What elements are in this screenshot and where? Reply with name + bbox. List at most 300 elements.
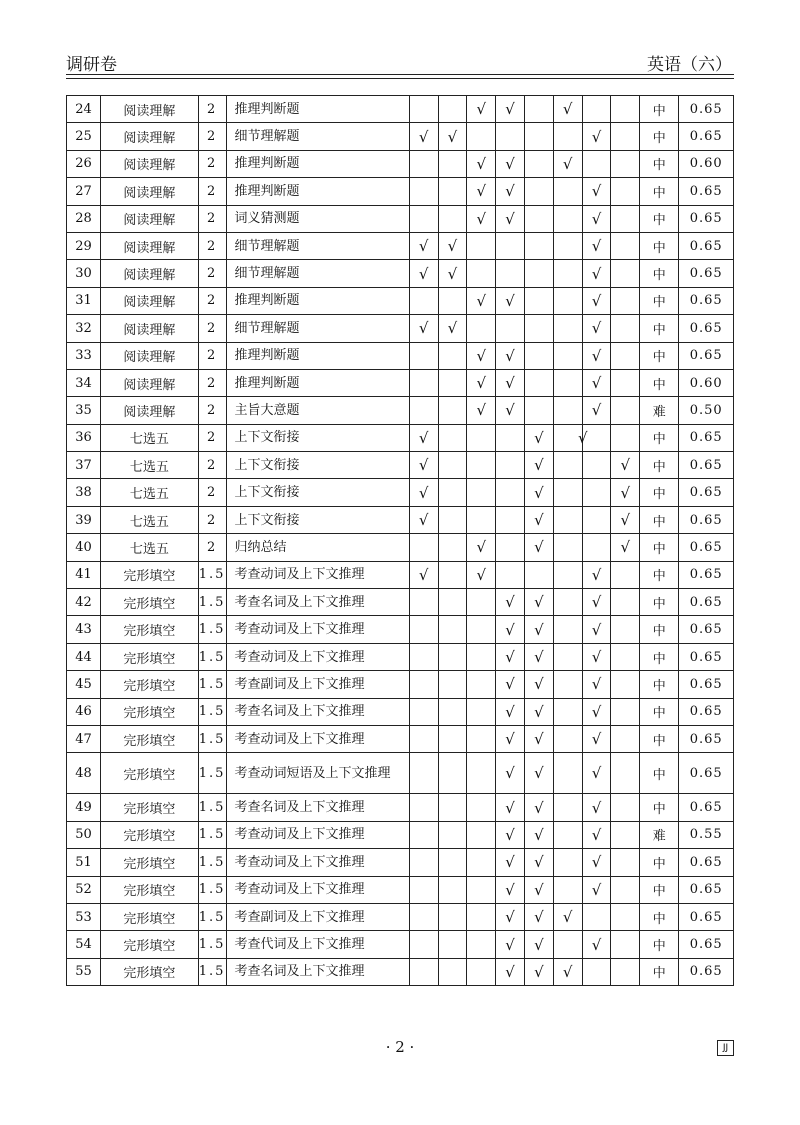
check-cell bbox=[438, 479, 467, 506]
check-cell bbox=[524, 589, 553, 616]
question-number-cell: 41 bbox=[67, 561, 101, 588]
score-rate-cell: 0.65 bbox=[679, 205, 734, 232]
check-cell bbox=[611, 643, 640, 670]
check-mark: √ bbox=[591, 401, 602, 420]
score-rate-cell: 0.65 bbox=[679, 123, 734, 150]
check-cell bbox=[582, 616, 611, 643]
check-mark: √ bbox=[591, 702, 602, 721]
check-cell bbox=[524, 452, 553, 479]
check-cell bbox=[438, 232, 467, 259]
question-number-cell: 43 bbox=[67, 616, 101, 643]
table-row bbox=[67, 534, 734, 561]
check-cell bbox=[438, 561, 467, 588]
score-rate-cell: 0.55 bbox=[679, 821, 734, 848]
header-rule-thin bbox=[66, 78, 734, 79]
check-cell bbox=[611, 589, 640, 616]
table-row bbox=[67, 123, 734, 150]
check-mark: √ bbox=[534, 538, 544, 557]
check-cell bbox=[496, 232, 525, 259]
check-cell bbox=[582, 479, 611, 506]
check-mark: √ bbox=[591, 291, 602, 310]
knowledge-point-cell: 词义猜测题 bbox=[226, 205, 409, 232]
check-cell bbox=[582, 315, 611, 342]
check-cell bbox=[467, 452, 496, 479]
check-cell bbox=[467, 643, 496, 670]
check-cell bbox=[524, 698, 553, 725]
score-rate-cell: 0.65 bbox=[679, 643, 734, 670]
check-mark: √ bbox=[620, 511, 631, 530]
check-cell bbox=[409, 849, 438, 876]
question-number-cell: 47 bbox=[67, 725, 101, 752]
check-mark: √ bbox=[591, 648, 602, 666]
table-row bbox=[67, 903, 734, 930]
check-cell bbox=[409, 794, 438, 821]
check-mark: √ bbox=[505, 100, 515, 119]
question-number-cell: 44 bbox=[67, 643, 101, 670]
question-type-cell: 完形填空 bbox=[100, 725, 198, 752]
difficulty-cell: 中 bbox=[640, 315, 679, 342]
score-cell: 1.5 bbox=[198, 561, 226, 588]
check-mark: √ bbox=[534, 648, 544, 666]
check-cell bbox=[524, 903, 553, 930]
check-cell bbox=[496, 931, 525, 958]
knowledge-point-cell: 考查动词及上下文推理 bbox=[226, 561, 409, 588]
check-cell bbox=[409, 287, 438, 314]
check-cell bbox=[409, 876, 438, 903]
check-cell bbox=[438, 150, 467, 177]
check-mark: √ bbox=[591, 237, 602, 256]
check-mark: √ bbox=[505, 764, 515, 783]
check-cell bbox=[409, 479, 438, 506]
check-mark: √ bbox=[591, 730, 602, 749]
check-cell bbox=[409, 452, 438, 479]
difficulty-cell: 中 bbox=[640, 931, 679, 958]
score-cell: 2 bbox=[198, 506, 226, 533]
check-cell bbox=[524, 849, 553, 876]
check-mark: √ bbox=[505, 702, 515, 721]
knowledge-point-cell: 推理判断题 bbox=[226, 369, 409, 396]
check-cell bbox=[438, 315, 467, 342]
question-type-cell: 阅读理解 bbox=[100, 287, 198, 314]
score-rate-cell: 0.65 bbox=[679, 506, 734, 533]
check-cell bbox=[553, 205, 582, 232]
check-cell bbox=[409, 903, 438, 930]
check-cell bbox=[611, 849, 640, 876]
check-cell bbox=[524, 616, 553, 643]
analysis-table bbox=[66, 95, 734, 986]
check-cell bbox=[582, 794, 611, 821]
check-cell bbox=[438, 452, 467, 479]
knowledge-point-cell: 考查副词及上下文推理 bbox=[226, 903, 409, 930]
question-type-cell: 阅读理解 bbox=[100, 96, 198, 123]
check-mark: √ bbox=[591, 127, 602, 146]
check-cell bbox=[409, 178, 438, 205]
question-type-cell: 完形填空 bbox=[100, 794, 198, 821]
knowledge-point-cell: 考查代词及上下文推理 bbox=[226, 931, 409, 958]
check-cell bbox=[467, 903, 496, 930]
score-rate-cell: 0.65 bbox=[679, 903, 734, 930]
question-number-cell: 27 bbox=[67, 178, 101, 205]
check-cell bbox=[553, 643, 582, 670]
check-cell bbox=[553, 260, 582, 287]
score-rate-cell: 0.65 bbox=[679, 561, 734, 588]
table-row bbox=[67, 876, 734, 903]
check-cell bbox=[409, 589, 438, 616]
check-cell bbox=[496, 753, 525, 794]
check-cell bbox=[496, 260, 525, 287]
check-mark: √ bbox=[447, 237, 458, 256]
check-cell bbox=[467, 506, 496, 533]
check-cell bbox=[611, 205, 640, 232]
check-cell bbox=[496, 534, 525, 561]
check-cell bbox=[582, 671, 611, 698]
check-cell bbox=[524, 671, 553, 698]
check-cell bbox=[438, 96, 467, 123]
difficulty-cell: 中 bbox=[640, 178, 679, 205]
check-mark: √ bbox=[591, 264, 602, 283]
score-rate-cell: 0.65 bbox=[679, 287, 734, 314]
check-cell bbox=[553, 315, 582, 342]
check-cell bbox=[496, 794, 525, 821]
check-cell bbox=[438, 958, 467, 985]
difficulty-cell: 中 bbox=[640, 589, 679, 616]
check-cell bbox=[409, 96, 438, 123]
question-number-cell: 31 bbox=[67, 287, 101, 314]
score-rate-cell: 0.65 bbox=[679, 178, 734, 205]
knowledge-point-cell: 细节理解题 bbox=[226, 260, 409, 287]
check-mark: √ bbox=[505, 620, 515, 639]
score-cell: 1.5 bbox=[198, 589, 226, 616]
check-cell bbox=[582, 876, 611, 903]
check-cell bbox=[467, 178, 496, 205]
check-mark: √ bbox=[418, 237, 429, 256]
check-cell bbox=[438, 903, 467, 930]
check-mark: √ bbox=[534, 675, 544, 694]
difficulty-cell: 中 bbox=[640, 849, 679, 876]
check-cell bbox=[582, 260, 611, 287]
check-mark: √ bbox=[534, 962, 544, 981]
check-cell bbox=[553, 589, 582, 616]
check-cell bbox=[438, 643, 467, 670]
check-cell bbox=[438, 506, 467, 533]
check-mark: √ bbox=[534, 798, 544, 817]
check-cell bbox=[611, 232, 640, 259]
check-mark: √ bbox=[591, 182, 602, 201]
score-cell: 1.5 bbox=[198, 903, 226, 930]
knowledge-point-cell: 考查动词及上下文推理 bbox=[226, 616, 409, 643]
score-cell: 2 bbox=[198, 178, 226, 205]
check-mark: √ bbox=[591, 374, 602, 393]
check-mark: √ bbox=[591, 209, 602, 228]
score-rate-cell: 0.65 bbox=[679, 479, 734, 506]
check-cell bbox=[524, 260, 553, 287]
check-cell bbox=[409, 397, 438, 424]
check-mark: √ bbox=[534, 593, 544, 612]
question-type-cell: 完形填空 bbox=[100, 753, 198, 794]
knowledge-point-cell: 考查名词及上下文推理 bbox=[226, 589, 409, 616]
check-cell bbox=[582, 561, 611, 588]
difficulty-cell: 中 bbox=[640, 876, 679, 903]
check-cell bbox=[409, 671, 438, 698]
difficulty-cell: 中 bbox=[640, 958, 679, 985]
check-cell bbox=[582, 96, 611, 123]
question-number-cell: 26 bbox=[67, 150, 101, 177]
question-type-cell: 完形填空 bbox=[100, 561, 198, 588]
check-cell bbox=[409, 123, 438, 150]
difficulty-cell: 中 bbox=[640, 616, 679, 643]
score-cell: 2 bbox=[198, 342, 226, 369]
score-cell: 2 bbox=[198, 150, 226, 177]
check-mark: √ bbox=[418, 127, 429, 146]
question-type-cell: 完形填空 bbox=[100, 876, 198, 903]
question-number-cell: 38 bbox=[67, 479, 101, 506]
check-cell bbox=[524, 725, 553, 752]
check-mark: √ bbox=[505, 730, 515, 749]
check-cell bbox=[467, 397, 496, 424]
score-cell: 1.5 bbox=[198, 958, 226, 985]
check-cell bbox=[438, 616, 467, 643]
difficulty-cell: 中 bbox=[640, 725, 679, 752]
check-cell bbox=[438, 849, 467, 876]
knowledge-point-cell: 推理判断题 bbox=[226, 96, 409, 123]
knowledge-point-cell: 考查名词及上下文推理 bbox=[226, 698, 409, 725]
table-row bbox=[67, 397, 734, 424]
check-mark: √ bbox=[534, 880, 544, 899]
check-cell bbox=[611, 903, 640, 930]
question-type-cell: 完形填空 bbox=[100, 958, 198, 985]
knowledge-point-cell: 考查动词短语及上下文推理 bbox=[226, 753, 409, 794]
check-mark: √ bbox=[418, 511, 429, 530]
difficulty-cell: 中 bbox=[640, 479, 679, 506]
check-mark: √ bbox=[476, 538, 487, 557]
check-cell bbox=[524, 205, 553, 232]
question-type-cell: 阅读理解 bbox=[100, 260, 198, 287]
check-mark: √ bbox=[591, 880, 602, 899]
difficulty-cell: 中 bbox=[640, 205, 679, 232]
check-mark: √ bbox=[534, 511, 544, 530]
check-cell bbox=[524, 643, 553, 670]
check-cell bbox=[496, 849, 525, 876]
score-cell: 1.5 bbox=[198, 643, 226, 670]
score-cell: 2 bbox=[198, 232, 226, 259]
table-row bbox=[67, 260, 734, 287]
table-row bbox=[67, 479, 734, 506]
check-cell bbox=[438, 369, 467, 396]
check-mark: √ bbox=[534, 483, 544, 502]
question-type-cell: 七选五 bbox=[100, 534, 198, 561]
question-number-cell: 54 bbox=[67, 931, 101, 958]
check-cell bbox=[553, 876, 582, 903]
check-cell bbox=[409, 424, 438, 451]
check-cell bbox=[467, 205, 496, 232]
question-type-cell: 完形填空 bbox=[100, 821, 198, 848]
check-cell bbox=[496, 671, 525, 698]
difficulty-cell: 中 bbox=[640, 753, 679, 794]
check-cell bbox=[409, 369, 438, 396]
score-cell: 1.5 bbox=[198, 876, 226, 903]
table-row bbox=[67, 589, 734, 616]
check-mark: √ bbox=[562, 962, 573, 981]
score-cell: 1.5 bbox=[198, 725, 226, 752]
check-cell bbox=[524, 178, 553, 205]
check-cell bbox=[467, 424, 496, 451]
check-cell bbox=[409, 561, 438, 588]
check-cell bbox=[409, 506, 438, 533]
check-cell bbox=[496, 315, 525, 342]
question-number-cell: 24 bbox=[67, 96, 101, 123]
score-cell: 1.5 bbox=[198, 753, 226, 794]
check-cell bbox=[553, 123, 582, 150]
score-cell: 1.5 bbox=[198, 794, 226, 821]
check-mark: √ bbox=[562, 154, 573, 173]
question-number-cell: 52 bbox=[67, 876, 101, 903]
check-mark: √ bbox=[534, 702, 544, 721]
check-mark: √ bbox=[476, 100, 487, 119]
check-cell bbox=[496, 479, 525, 506]
table-row bbox=[67, 452, 734, 479]
check-cell bbox=[409, 821, 438, 848]
check-mark: √ bbox=[505, 853, 515, 872]
check-cell bbox=[611, 931, 640, 958]
check-mark: √ bbox=[505, 825, 515, 844]
difficulty-cell: 难 bbox=[640, 397, 679, 424]
table-row bbox=[67, 96, 734, 123]
check-cell bbox=[438, 589, 467, 616]
check-mark: √ bbox=[476, 154, 487, 173]
check-cell bbox=[467, 725, 496, 752]
score-cell: 2 bbox=[198, 452, 226, 479]
question-number-cell: 36 bbox=[67, 424, 101, 451]
check-mark: √ bbox=[534, 620, 544, 639]
question-number-cell: 51 bbox=[67, 849, 101, 876]
check-mark: √ bbox=[447, 264, 458, 283]
knowledge-point-cell: 推理判断题 bbox=[226, 178, 409, 205]
check-cell bbox=[409, 315, 438, 342]
question-type-cell: 完形填空 bbox=[100, 589, 198, 616]
score-cell: 1.5 bbox=[198, 849, 226, 876]
table-row bbox=[67, 424, 734, 451]
check-cell bbox=[438, 671, 467, 698]
check-cell bbox=[409, 342, 438, 369]
check-mark: √ bbox=[505, 209, 515, 228]
check-cell bbox=[611, 698, 640, 725]
check-mark: √ bbox=[591, 620, 602, 639]
knowledge-point-cell: 上下文衔接 bbox=[226, 424, 409, 451]
check-cell bbox=[438, 424, 467, 451]
check-cell bbox=[553, 150, 582, 177]
check-mark: √ bbox=[620, 456, 631, 475]
check-cell bbox=[409, 643, 438, 670]
difficulty-cell: 中 bbox=[640, 287, 679, 314]
table-row bbox=[67, 506, 734, 533]
check-cell bbox=[496, 561, 525, 588]
question-type-cell: 阅读理解 bbox=[100, 150, 198, 177]
check-cell bbox=[467, 123, 496, 150]
check-cell bbox=[467, 534, 496, 561]
check-cell bbox=[611, 287, 640, 314]
score-rate-cell: 0.60 bbox=[679, 369, 734, 396]
score-cell: 2 bbox=[198, 205, 226, 232]
check-cell bbox=[409, 698, 438, 725]
difficulty-cell: 中 bbox=[640, 698, 679, 725]
question-type-cell: 完形填空 bbox=[100, 849, 198, 876]
question-number-cell: 55 bbox=[67, 958, 101, 985]
check-cell bbox=[553, 397, 582, 424]
check-cell bbox=[524, 794, 553, 821]
check-cell bbox=[553, 178, 582, 205]
table-body bbox=[67, 96, 734, 986]
question-type-cell: 阅读理解 bbox=[100, 205, 198, 232]
score-rate-cell: 0.65 bbox=[679, 725, 734, 752]
score-cell: 1.5 bbox=[198, 698, 226, 725]
question-type-cell: 完形填空 bbox=[100, 931, 198, 958]
check-mark: √ bbox=[578, 428, 588, 447]
check-cell bbox=[611, 479, 640, 506]
check-mark: √ bbox=[476, 346, 487, 365]
check-cell bbox=[467, 849, 496, 876]
check-mark: √ bbox=[505, 154, 515, 173]
question-type-cell: 阅读理解 bbox=[100, 369, 198, 396]
check-cell bbox=[438, 876, 467, 903]
knowledge-point-cell: 考查动词及上下文推理 bbox=[226, 876, 409, 903]
check-cell bbox=[553, 903, 582, 930]
header-title-right: 英语（六） bbox=[647, 55, 732, 75]
table-row bbox=[67, 287, 734, 314]
check-cell bbox=[467, 315, 496, 342]
check-cell bbox=[582, 342, 611, 369]
check-mark: √ bbox=[591, 593, 602, 612]
check-cell bbox=[611, 452, 640, 479]
check-cell bbox=[582, 150, 611, 177]
check-cell bbox=[409, 725, 438, 752]
check-cell bbox=[524, 315, 553, 342]
check-cell bbox=[582, 205, 611, 232]
check-cell bbox=[409, 958, 438, 985]
check-cell bbox=[496, 616, 525, 643]
score-cell: 1.5 bbox=[198, 931, 226, 958]
check-cell bbox=[467, 616, 496, 643]
check-mark: √ bbox=[591, 853, 602, 872]
check-mark: √ bbox=[505, 374, 515, 393]
check-cell bbox=[611, 178, 640, 205]
question-number-cell: 45 bbox=[67, 671, 101, 698]
check-cell bbox=[611, 315, 640, 342]
difficulty-cell: 难 bbox=[640, 821, 679, 848]
question-number-cell: 25 bbox=[67, 123, 101, 150]
check-cell bbox=[496, 123, 525, 150]
check-cell bbox=[553, 753, 582, 794]
question-number-cell: 28 bbox=[67, 205, 101, 232]
check-cell bbox=[524, 424, 553, 451]
check-cell bbox=[496, 903, 525, 930]
check-cell bbox=[611, 753, 640, 794]
check-cell bbox=[409, 931, 438, 958]
knowledge-point-cell: 细节理解题 bbox=[226, 232, 409, 259]
check-cell bbox=[553, 506, 582, 533]
difficulty-cell: 中 bbox=[640, 342, 679, 369]
table-row bbox=[67, 698, 734, 725]
question-type-cell: 阅读理解 bbox=[100, 123, 198, 150]
check-cell bbox=[582, 698, 611, 725]
check-mark: √ bbox=[418, 319, 429, 338]
check-cell bbox=[582, 753, 611, 794]
question-type-cell: 七选五 bbox=[100, 452, 198, 479]
difficulty-cell: 中 bbox=[640, 671, 679, 698]
check-cell bbox=[467, 698, 496, 725]
check-mark: √ bbox=[476, 565, 487, 584]
check-cell bbox=[553, 342, 582, 369]
knowledge-point-cell: 考查名词及上下文推理 bbox=[226, 958, 409, 985]
